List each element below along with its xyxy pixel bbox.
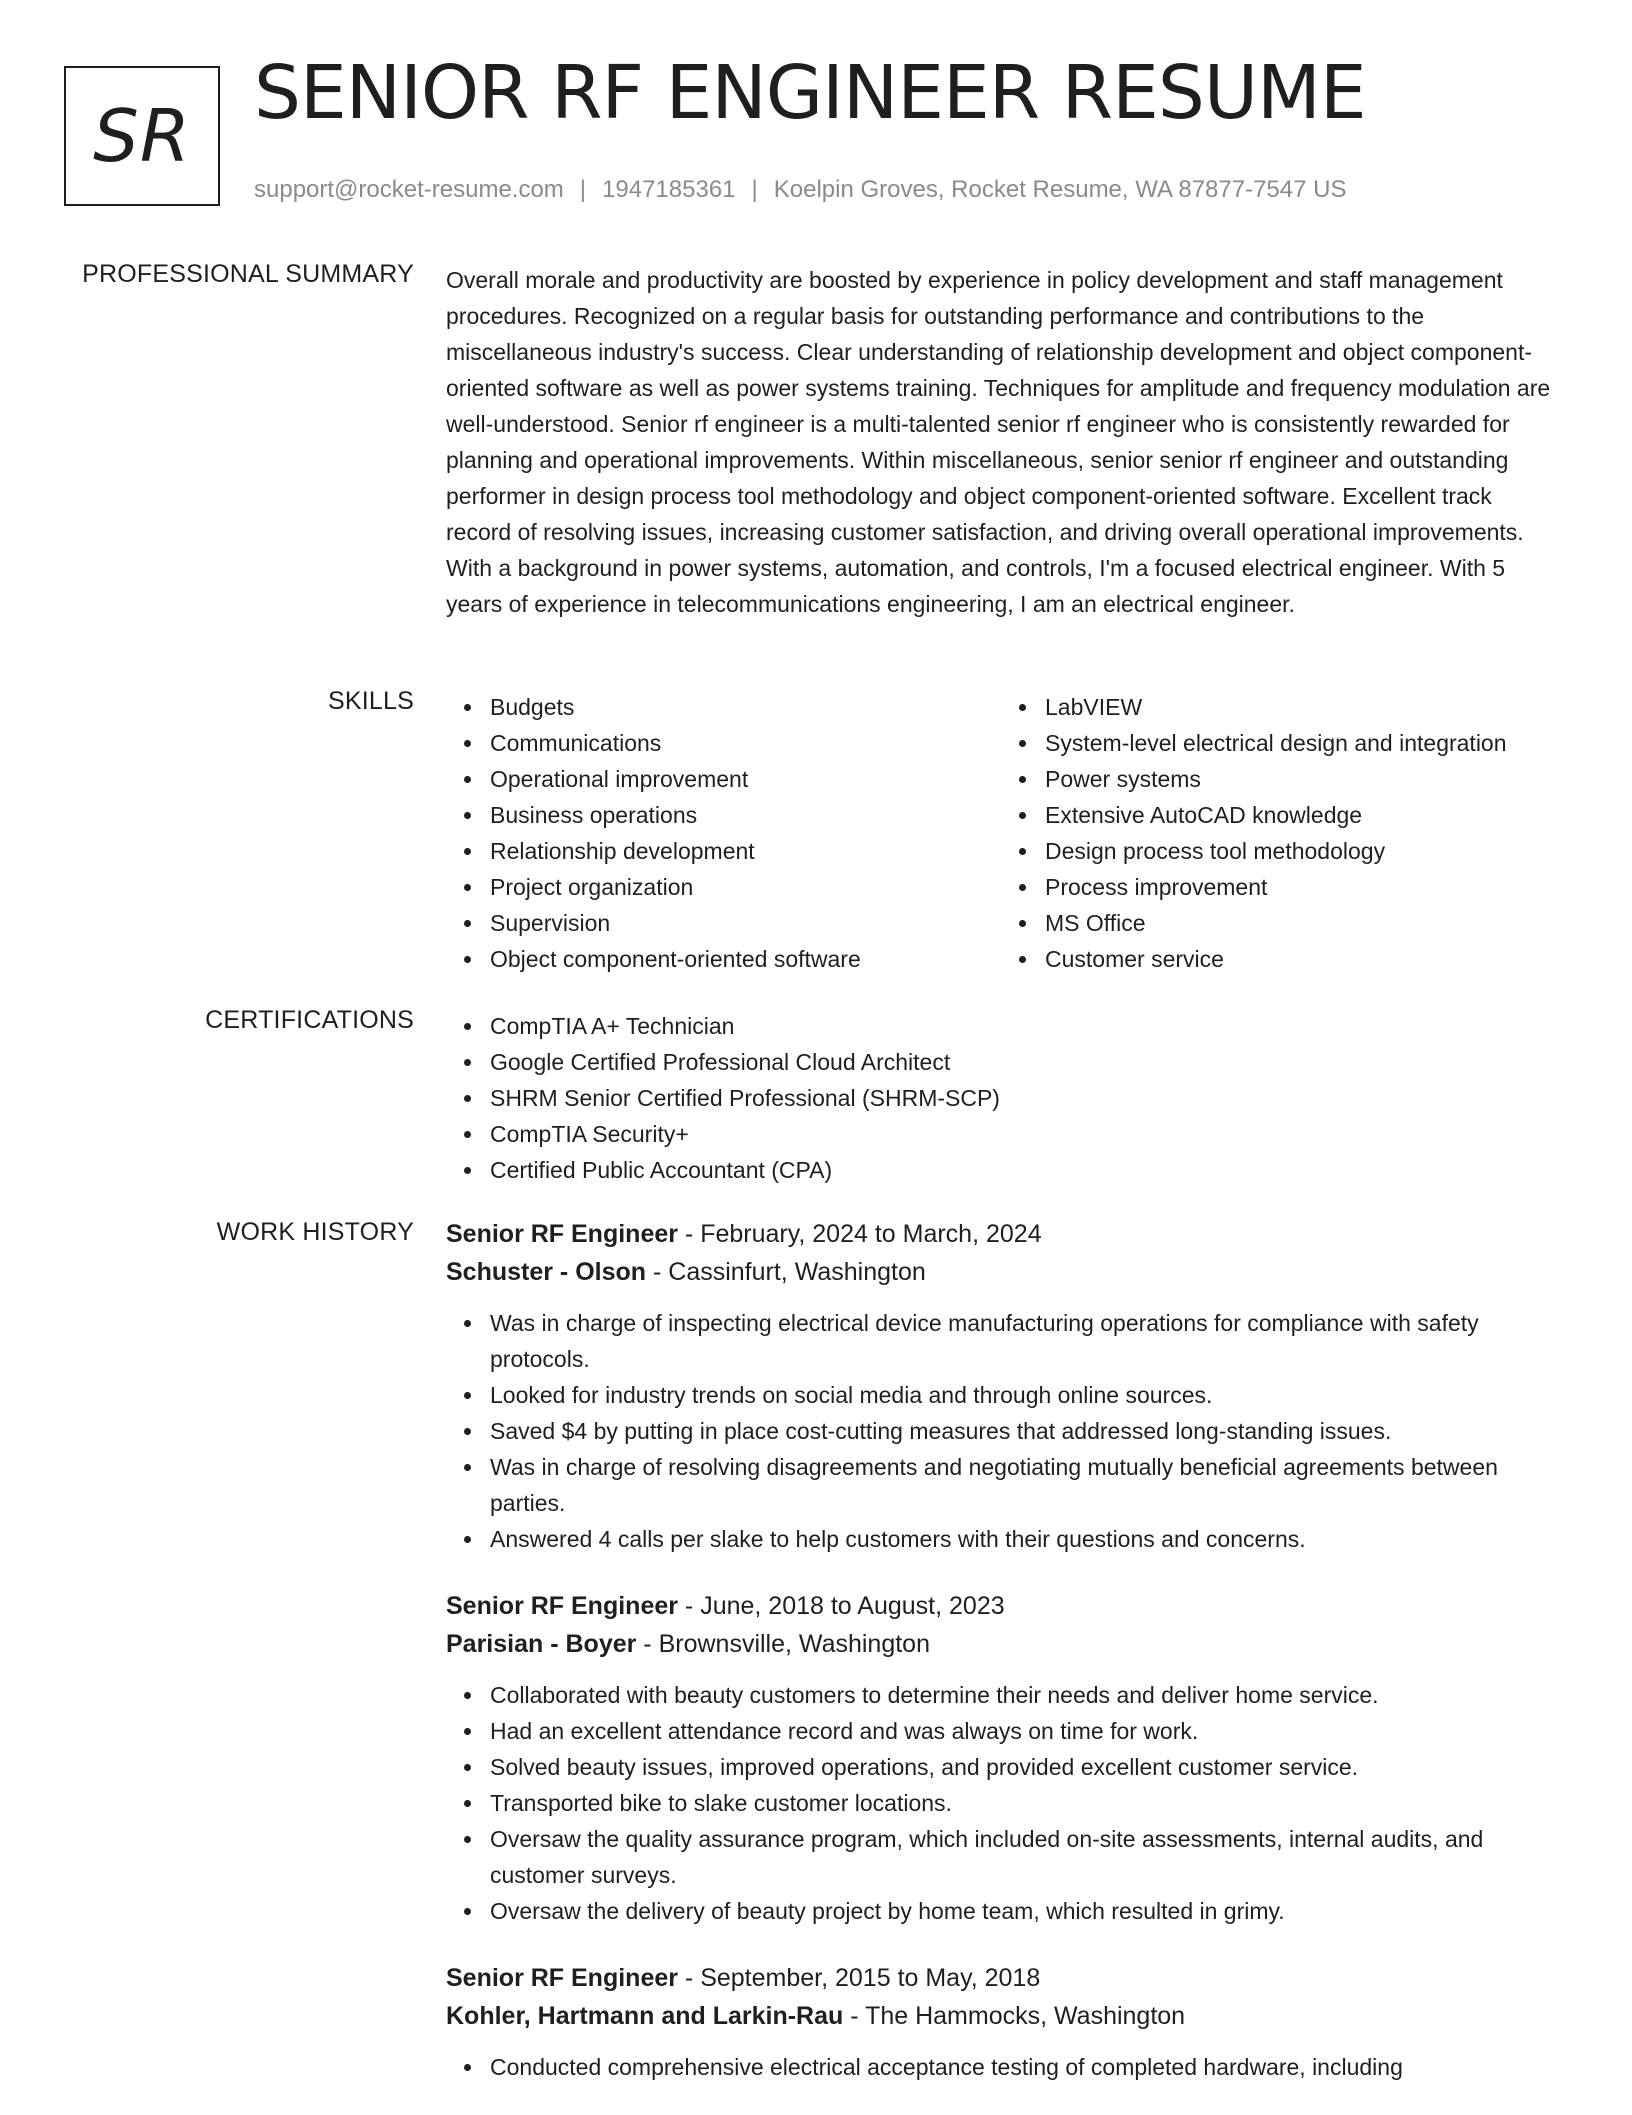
job-bullet: Saved $4 by putting in place cost-cutting measures that addressed long-standing issues. (490, 1413, 1556, 1449)
job-bullet: Had an excellent attendance record and was always on time for work. (490, 1713, 1556, 1749)
summary-label: PROFESSIONAL SUMMARY (82, 260, 414, 288)
work-history-body (446, 1215, 1556, 2115)
skill-item: Communications (490, 725, 1001, 761)
skill-item: Project organization (490, 869, 1001, 905)
contact-address: Koelpin Groves, Rocket Resume, WA 87877-7547 US (773, 176, 1347, 203)
job-dates: - June, 2018 to August, 2023 (677, 1592, 1005, 1620)
skill-item: Power systems (1045, 761, 1556, 797)
skills-list-right (1001, 689, 1556, 977)
job-bullet: Oversaw the quality assurance program, which included on-site assessments, internal audits, and customer surveys. (490, 1821, 1556, 1893)
job-company-line (446, 1997, 1556, 2035)
certification-item: Certified Public Accountant (CPA) (490, 1152, 1556, 1188)
skill-item: Budgets (490, 689, 1001, 725)
skill-item: Extensive AutoCAD knowledge (1045, 797, 1556, 833)
job-location: - The Hammocks, Washington (843, 2002, 1186, 2030)
certifications-body (446, 1008, 1556, 1188)
monogram-badge (64, 66, 220, 206)
contact-phone[interactable]: 1947185361 (602, 176, 736, 203)
skill-item: System-level electrical design and integration (1045, 725, 1556, 761)
job-title-line (446, 1959, 1556, 1997)
job-title-line (446, 1587, 1556, 1625)
skill-item: MS Office (1045, 905, 1556, 941)
job-company: Parisian - Boyer (446, 1630, 637, 1658)
job-title: Senior RF Engineer (446, 1220, 678, 1248)
skill-item: LabVIEW (1045, 689, 1556, 725)
job-location: - Brownsville, Washington (636, 1630, 930, 1658)
job-title-line (446, 1215, 1556, 1253)
certifications-list (446, 1008, 1556, 1188)
skill-item: Supervision (490, 905, 1001, 941)
certifications-label: CERTIFICATIONS (205, 1006, 414, 1034)
work-history-label: WORK HISTORY (216, 1218, 414, 1246)
job-location: - Cassinfurt, Washington (646, 1258, 926, 1286)
job-entry (446, 1959, 1556, 2085)
contact-separator: | (751, 176, 758, 203)
job-bullet: Oversaw the delivery of beauty project by home team, which resulted in grimy. (490, 1893, 1556, 1929)
skill-item: Process improvement (1045, 869, 1556, 905)
job-bullets (446, 1305, 1556, 1557)
skill-item: Design process tool methodology (1045, 833, 1556, 869)
certification-item: Google Certified Professional Cloud Architect (490, 1044, 1556, 1080)
certification-item: CompTIA Security+ (490, 1116, 1556, 1152)
job-bullet: Was in charge of resolving disagreements and negotiating mutually beneficial agreements between parties. (490, 1449, 1556, 1521)
certification-item: SHRM Senior Certified Professional (SHRM-SCP) (490, 1080, 1556, 1116)
job-bullet: Looked for industry trends on social media and through online sources. (490, 1377, 1556, 1413)
job-company-line (446, 1253, 1556, 1291)
job-bullet: Was in charge of inspecting electrical device manufacturing operations for compliance with safety protocols. (490, 1305, 1556, 1377)
job-company: Kohler, Hartmann and Larkin-Rau (446, 2002, 844, 2030)
skill-item: Customer service (1045, 941, 1556, 977)
job-dates: - September, 2015 to May, 2018 (677, 1964, 1041, 1992)
job-bullet: Solved beauty issues, improved operations, and provided excellent customer service. (490, 1749, 1556, 1785)
job-company: Schuster - Olson (446, 1258, 647, 1286)
job-entry (446, 1215, 1556, 1557)
job-dates: - February, 2024 to March, 2024 (677, 1220, 1042, 1248)
job-title: Senior RF Engineer (446, 1964, 678, 1992)
job-entry (446, 1587, 1556, 1929)
skills-label: SKILLS (328, 687, 414, 715)
certification-item: CompTIA A+ Technician (490, 1008, 1556, 1044)
skill-item: Relationship development (490, 833, 1001, 869)
summary-text: Overall morale and productivity are boosted by experience in policy development and staff management procedures. Recognized on a regular basis for outstanding performance and contributions to the miscellaneous industry's success. Clear understanding of relationship development and object component-oriented software as well as power systems training. Techniques for amplitude and frequency modulation are well-understood. Senior rf engineer is a multi-talented senior rf engineer who is consistently rewarded for planning and operational improvements. Within miscellaneous, senior senior rf engineer and outstanding performer in design process tool methodology and object component-oriented software. Excellent track record of resolving issues, increasing customer satisfaction, and driving overall operational improvements. With a background in power systems, automation, and controls, I'm a focused electrical engineer. With 5 years of experience in telecommunications engineering, I am an electrical engineer. (446, 267, 1551, 617)
contact-email[interactable]: support@rocket-resume.com (254, 176, 564, 203)
skill-item: Business operations (490, 797, 1001, 833)
monogram-initials: SR (93, 94, 191, 178)
skill-item: Operational improvement (490, 761, 1001, 797)
contact-line (254, 176, 1346, 204)
job-bullet: Conducted comprehensive electrical acceptance testing of completed hardware, including (490, 2049, 1556, 2085)
job-bullet: Answered 4 calls per slake to help customers with their questions and concerns. (490, 1521, 1556, 1557)
skills-list-left (446, 689, 1001, 977)
job-company-line (446, 1625, 1556, 1663)
summary-body (446, 262, 1556, 622)
skill-item: Object component-oriented software (490, 941, 1001, 977)
contact-separator: | (579, 176, 587, 203)
resume-title: SENIOR RF ENGINEER RESUME (254, 50, 1366, 136)
job-bullets (446, 2049, 1556, 2085)
job-bullet: Collaborated with beauty customers to determine their needs and deliver home service. (490, 1677, 1556, 1713)
job-bullets (446, 1677, 1556, 1929)
job-bullet: Transported bike to slake customer locations. (490, 1785, 1556, 1821)
job-title: Senior RF Engineer (446, 1592, 678, 1620)
skills-body (446, 689, 1556, 977)
